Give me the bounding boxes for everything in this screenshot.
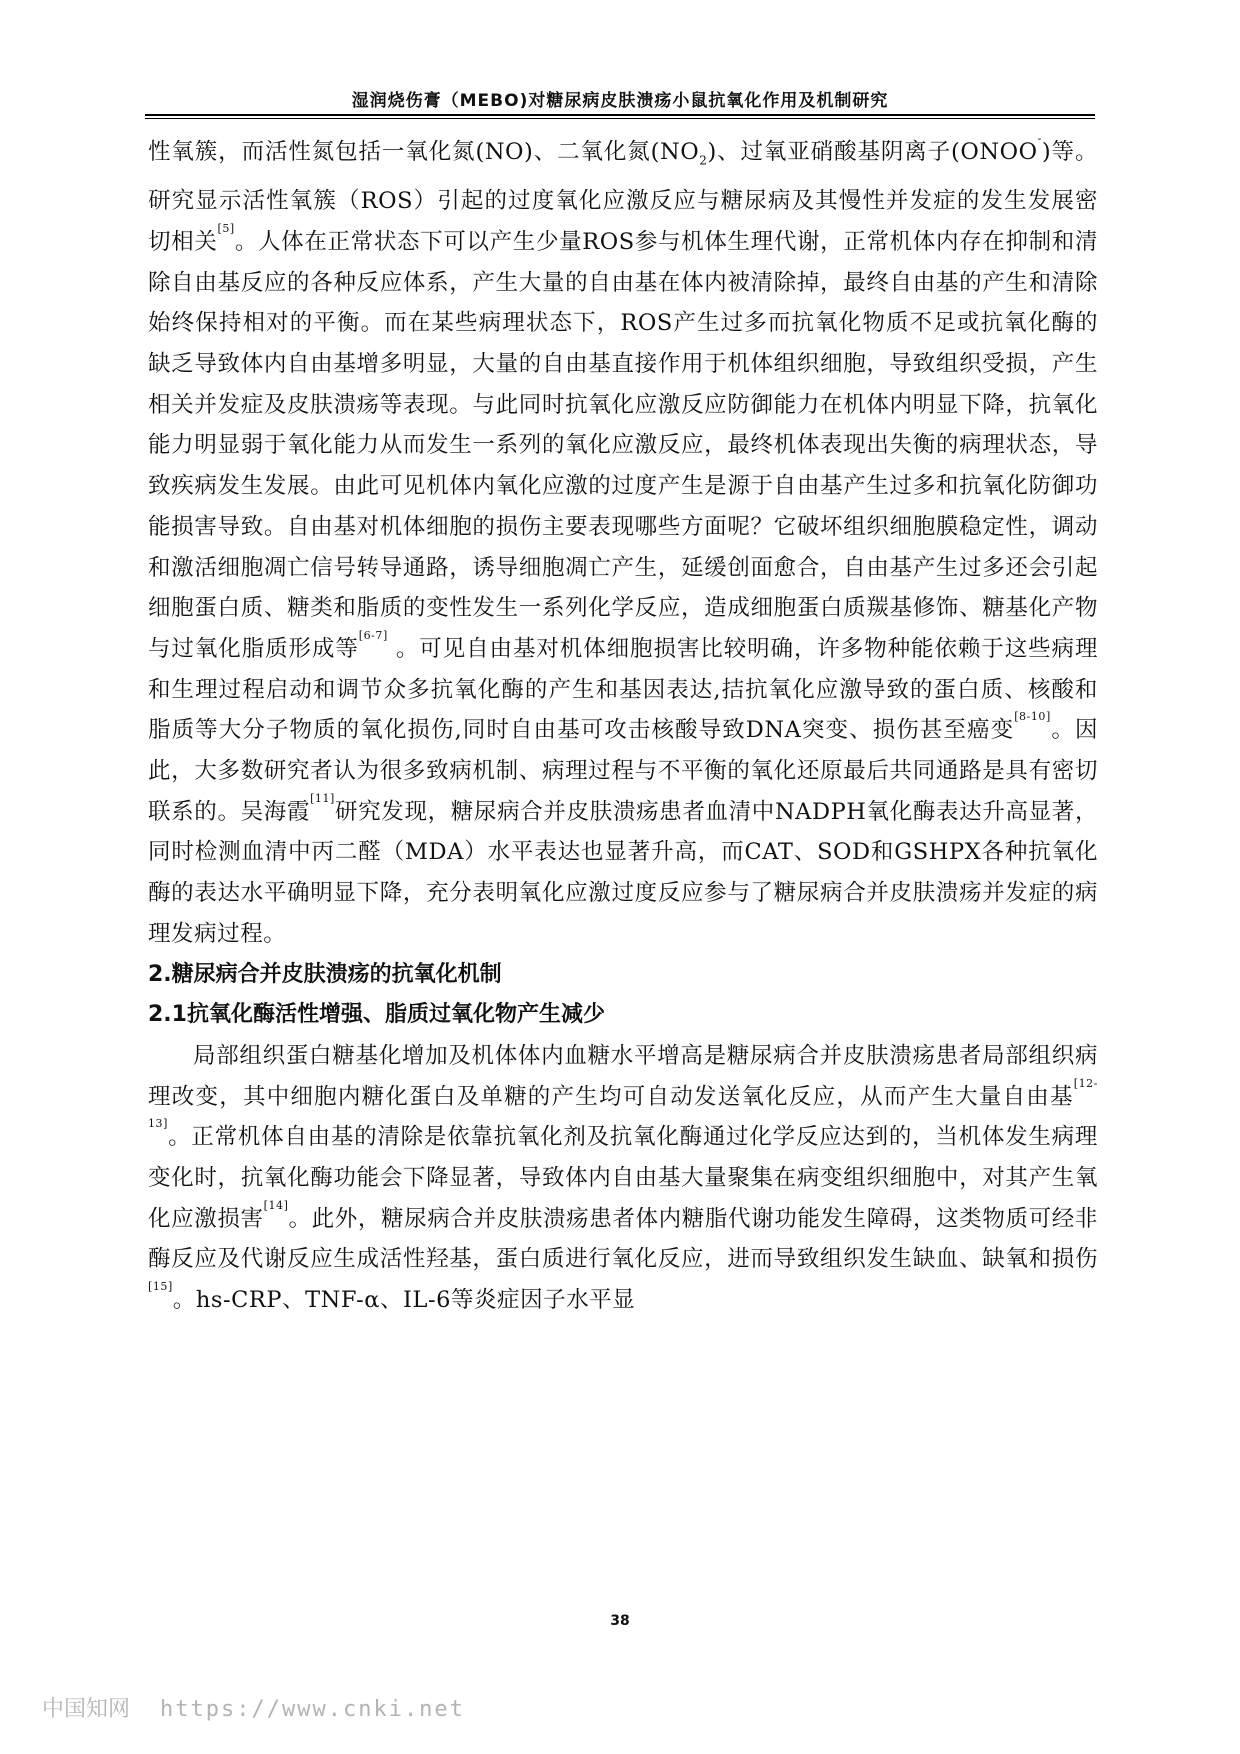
text-run: 。正常机体自由基的清除是依靠抗氧化剂及抗氧化酶通过化学反应达到的，当机体发生病理变化时，抗氧化酶功能会下降显著，导致体内自由基大量聚集在病变组织细胞中，对其产生氧化应激损害 (148, 1124, 1098, 1232)
citation-ref: [12-13] (148, 1076, 1098, 1131)
running-header: 湿润烧伤膏（MEBO)对糖尿病皮肤溃疡小鼠抗氧化作用及机制研究 (351, 91, 889, 111)
citation-ref: [6-7] (358, 628, 388, 642)
paragraph-oxidative-stress (148, 132, 1098, 955)
text-run: 研究发现，糖尿病合并皮肤溃疡患者血清中NADPH氧化酶表达升高显著，同时检测血清中丙二醛（MDA）水平表达也显著升高，而CAT、SOD和GSHPX各种抗氧化酶的表达水平确明显下降，充分表明氧化应激过度反应参与了糖尿病合并皮肤溃疡并发症的病理发病过程。 (148, 798, 1098, 947)
cnki-watermark (42, 1692, 465, 1723)
header-rule-thin (145, 118, 1095, 119)
citation-ref: [15] (148, 1280, 173, 1294)
citation-ref: [5] (217, 221, 235, 235)
text-run: 性氧簇，而活性氮包括一氧化氮(NO)、二氧化氮(NO (148, 139, 700, 165)
citation-ref: [14] (263, 1198, 289, 1212)
text-run: )、过氧亚硝酸基阴离子(ONOO (707, 139, 1038, 165)
text-run: )等。研究显示活性氧簇（ROS）引起的过度氧化应激反应与糖尿病及其慢性并发症的发生发展密切相关 (148, 139, 1098, 255)
citation-ref: [11] (310, 791, 335, 805)
page-number: 38 (610, 1613, 630, 1629)
text-run: 局部组织蛋白糖基化增加及机体体内血糖水平增高是糖尿病合并皮肤溃疡患者局部组织病理改变，其中细胞内糖化蛋白及单糖的产生均可自动发送氧化反应，从而产生大量自由基 (148, 1042, 1098, 1110)
section-heading: 2.糖尿病合并皮肤溃疡的抗氧化机制 (148, 961, 502, 987)
citation-ref: [8-10] (1014, 710, 1051, 724)
page-body (148, 132, 1098, 1321)
subsection-heading: 2.1抗氧化酶活性增强、脂质过氧化物产生减少 (148, 1002, 605, 1028)
watermark-url: https://www.cnki.net (160, 1697, 465, 1722)
text-run: 。hs-CRP、TNF-α、IL-6等炎症因子水平显 (172, 1287, 636, 1314)
subscript: 2 (699, 153, 708, 168)
header-rule (145, 114, 1095, 116)
text-run: 。可见自由基对机体细胞损害比较明确，许多物种能依赖于这些病理和生理过程启动和调节众多抗氧化酶的产生和基因表达,拮抗氧化应激导致的蛋白质、核酸和脂质等大分子物质的氧化损伤,同时自由基可攻击核酸导致DNA突变、损伤甚至癌变 (148, 635, 1098, 744)
text-run: 。人体在正常状态下可以产生少量ROS参与机体生理代谢，正常机体内存在抑制和清除自由基反应的各种反应体系，产生大量的自由基在体内被清除掉，最终自由基的产生和清除始终保持相对的平衡。而在某些病理状态下，ROS产生过多而抗氧化物质不足或抗氧化酶的缺乏导致体内自由基增多明显，大量的自由基直接作用于机体组织细胞，导致组织受损，产生相关并发症及皮肤溃疡等表现。与此同时抗氧化应激反应防御能力在机体内明显下降，抗氧化能力明显弱于氧化能力从而发生一系列的氧化应激反应，最终机体表现出失衡的病理状态，导致疾病发生发展。由此可见机体内氧化应激的过度产生是源于自由基产生过多和抗氧化防御功能损害导致。自由基对机体细胞的损伤主要表现哪些方面呢？它破坏组织细胞膜稳定性，调动和激活细胞凋亡信号转导通路，诱导细胞凋亡产生，延缓创面愈合，自由基产生过多还会引起细胞蛋白质、糖类和脂质的变性发生一系列化学反应，造成细胞蛋白质羰基修饰、糖基化产物与过氧化脂质形成等 (148, 228, 1099, 662)
text-run: 。因此，大多数研究者认为很多致病机制、病理过程与不平衡的氧化还原最后共同通路是具有密切联系的。吴海霞 (148, 717, 1098, 825)
superscript: - (1037, 132, 1042, 145)
text-run: 。此外，糖尿病合并皮肤溃疡患者体内糖脂代谢功能发生障碍，这类物质可经非酶反应及代谢反应生成活性羟基，蛋白质进行氧化反应，进而导致组织发生缺血、缺氧和损伤 (148, 1205, 1098, 1273)
watermark-brand: 中国知网 (42, 1697, 131, 1722)
paragraph-antioxidant-enzymes (148, 1036, 1098, 1321)
